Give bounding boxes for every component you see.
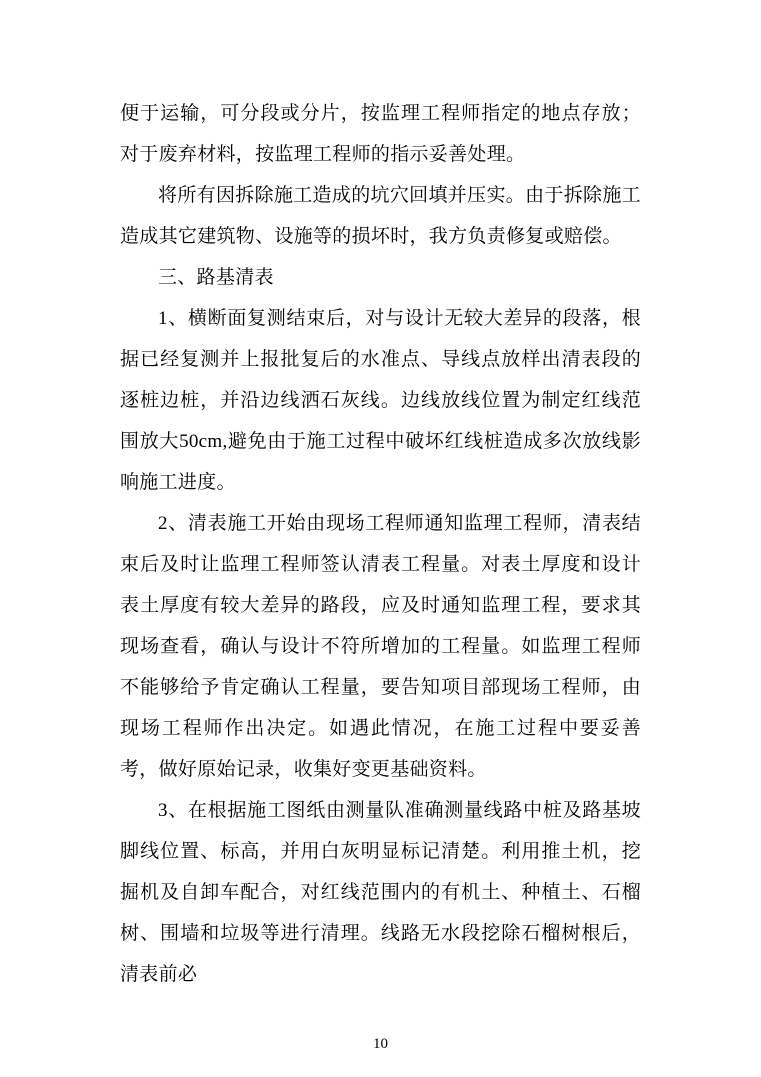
section-heading: 三、路基清表 [158, 267, 274, 288]
paragraph-continuation: 便于运输，可分段或分片，按监理工程师指定的地点存放；对于废弃材料，按监理工程师的指示妥善处理。 [120, 103, 641, 165]
paragraph-item-2: 2、清表施工开始由现场工程师通知监理工程师，清表结束后及时让监理工程师签认清表工程量。对表土厚度和设计表土厚度有较大差异的路段，应及时通知监理工程，要求其现场查看，确认与设计不符所增加的工程量。如监理工程师不能够给予肯定确认工程量，要告知项目部现场工程师，由现场工程师作出决定。如遇此情况，在施工过程中要妥善考，做好原始记录，收集好变更基础资料。 [120, 513, 641, 780]
paragraph: 将所有因拆除施工造成的坑穴回填并压实。由于拆除施工造成其它建筑物、设施等的损坏时，我方负责修复或赔偿。 [120, 185, 641, 247]
page-number: 10 [373, 1036, 388, 1052]
paragraph-item-3: 3、在根据施工图纸由测量队准确测量线路中桩及路基坡脚线位置、标高，并用白灰明显标记清楚。利用推土机，挖掘机及自卸车配合，对红线范围内的有机土、种植土、石榴树、围墙和垃圾等进行清理。线路无水段挖除石榴树根后，清表前必 [120, 800, 641, 985]
paragraph-item-1: 1、横断面复测结束后，对与设计无较大差异的段落，根据已经复测并上报批复后的水准点、导线点放样出清表段的逐桩边桩，并沿边线洒石灰线。边线放线位置为制定红线范围放大50cm,避免由于施工过程中破坏红线桩造成多次放线影响施工进度。 [120, 308, 641, 493]
